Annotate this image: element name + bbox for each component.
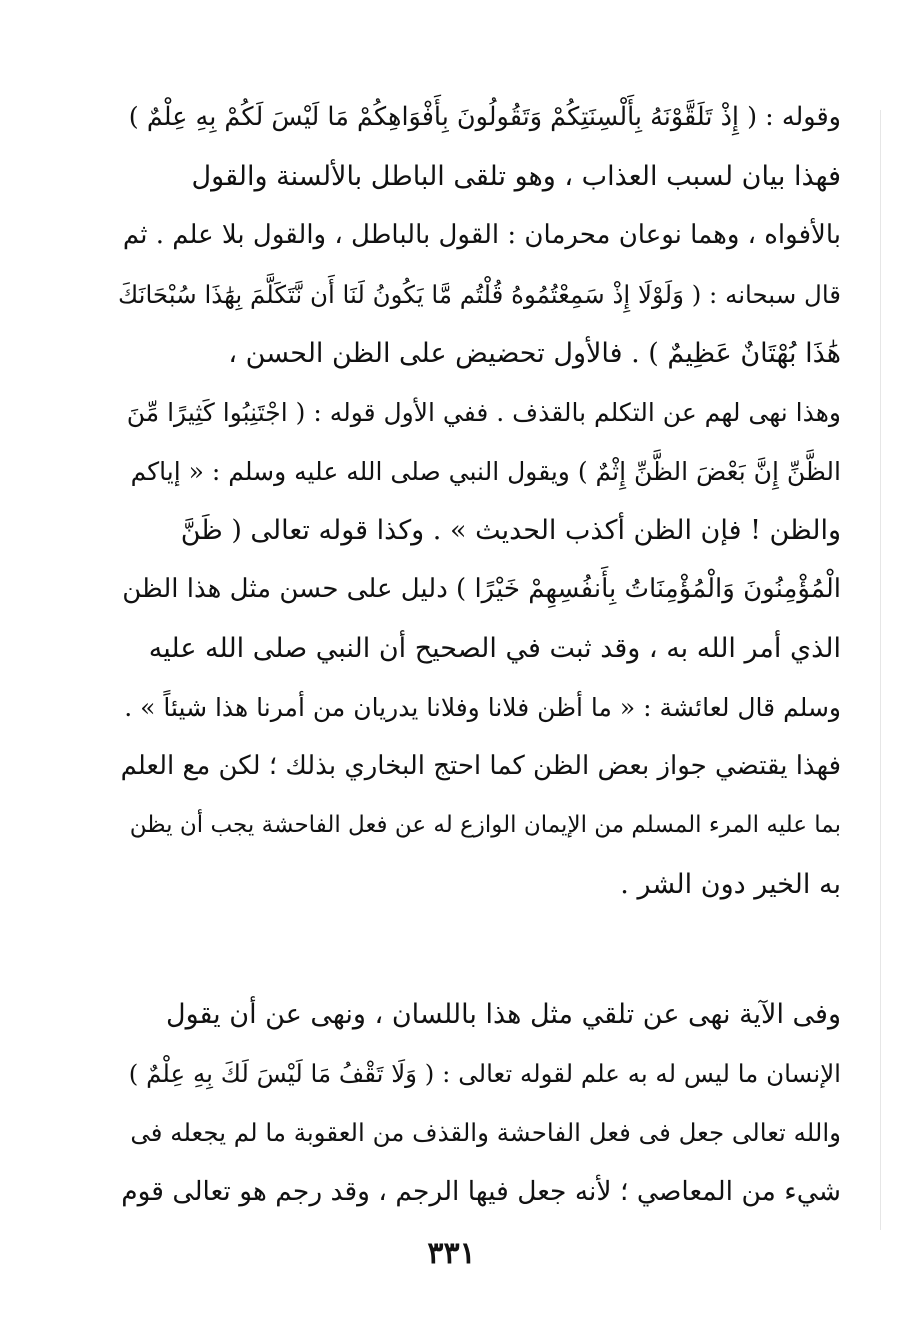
text-line: الْمُؤْمِنُونَ وَالْمُؤْمِنَاتُ بِأَنفُسِهِمْ خَيْرًا ) دليل على حسن مثل هذا الظن xyxy=(122,574,841,604)
text-line: قال سبحانه : ( وَلَوْلَا إِذْ سَمِعْتُمُوهُ قُلْتُم مَّا يَكُونُ لَنَا أَن نَّتَكَلَّمَ بِهَٰذَا سُبْحَانَكَ xyxy=(118,280,841,309)
text-line: الذي أمر الله به ، وقد ثبت في الصحيح أن النبي صلى الله عليه xyxy=(148,633,841,664)
paragraph-block-two xyxy=(118,985,841,1221)
text-line: فهذا يقتضي جواز بعض الظن كما احتج البخاري بذلك ؛ لكن مع العلم xyxy=(120,751,841,781)
text-line: وقوله : ( إِذْ تَلَقَّوْنَهُ بِأَلْسِنَتِكُمْ وَتَقُولُونَ بِأَفْوَاهِكُمْ مَا لَيْسَ لَكُمْ بِهِ عِلْمٌ ) xyxy=(128,102,841,132)
text-line: هَٰذَا بُهْتَانٌ عَظِيمٌ ) . فالأول تحضيض على الظن الحسن ، xyxy=(228,338,841,369)
text-line: شيء من المعاصي ؛ لأنه جعل فيها الرجم ، وقد رجم هو تعالى قوم xyxy=(121,1176,841,1207)
text-line: وسلم قال لعائشة : « ما أظن فلانا وفلانا يدريان من أمرنا هذا شيئاً » . xyxy=(124,693,841,722)
text-line: والظن ! فإن الظن أكذب الحديث » . وكذا قوله تعالى ( ظَنَّ xyxy=(180,515,841,546)
paragraph-block-one xyxy=(118,88,841,914)
text-line: الظَّنِّ إِنَّ بَعْضَ الظَّنِّ إِثْمٌ ) ويقول النبي صلى الله عليه وسلم : « إياكم xyxy=(130,457,841,486)
text-line: به الخير دون الشر . xyxy=(620,869,841,900)
text-line: بالأفواه ، وهما نوعان محرمان : القول بالباطل ، والقول بلا علم . ثم xyxy=(122,220,841,250)
text-line: والله تعالى جعل فى فعل الفاحشة والقذف من العقوبة ما لم يجعله فى xyxy=(130,1118,841,1147)
text-line: فهذا بيان لسبب العذاب ، وهو تلقى الباطل بالألسنة والقول xyxy=(191,161,841,192)
text-line: وهذا نهى لهم عن التكلم بالقذف . ففي الأول قوله : ( اجْتَنِبُوا كَثِيرًا مِّنَ xyxy=(126,398,841,427)
page-edge-shadow xyxy=(880,110,881,1230)
text-line: بما عليه المرء المسلم من الإيمان الوازع له عن فعل الفاحشة يجب أن يظن xyxy=(129,812,841,838)
page-number: ٣٣١ xyxy=(427,1236,476,1271)
text-line: الإنسان ما ليس له به علم لقوله تعالى : ( وَلَا تَقْفُ مَا لَيْسَ لَكَ بِهِ عِلْمٌ ) xyxy=(128,1059,841,1088)
text-line: وفى الآية نهى عن تلقي مثل هذا باللسان ، ونهى عن أن يقول xyxy=(165,999,841,1030)
